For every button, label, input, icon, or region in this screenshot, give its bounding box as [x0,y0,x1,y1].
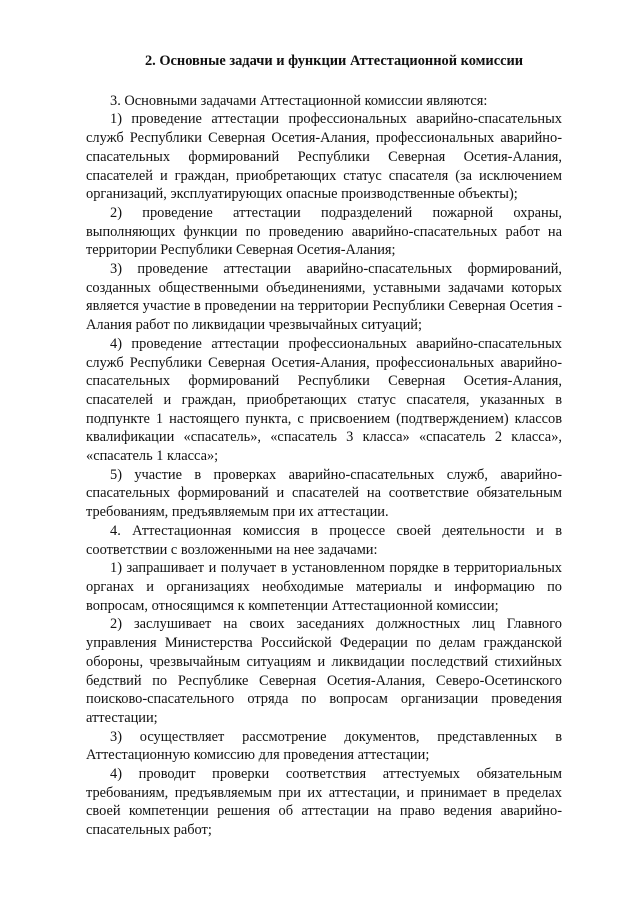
paragraph-3-1: 1) проведение аттестации профессиональных аварийно-спасательных служб Республики Северная Осетия-Алания, профессиональных аварийно-спасательных формирований Республики Северная Осетия-Алания, спасателей и граждан, приобретающих статус спасателя (за исключением организаций, эксплуатирующих опасные производственные объекты); [86,111,562,203]
paragraph-list [86,92,562,840]
paragraph-4-1: 1) запрашивает и получает в установленном порядке в территориальных органах и организациях необходимые материалы и информацию по вопросам, относящимся к компетенции Аттестационной комиссии; [86,560,562,614]
paragraph-3-5: 5) участие в проверках аварийно-спасательных служб, аварийно-спасательных формирований и спасателей на соответствие обязательным требованиям, предъявляемым при их аттестации. [86,466,562,521]
paragraph-3: 3. Основными задачами Аттестационной комиссии являются: [110,92,488,109]
paragraph-4-3: 3) осуществляет рассмотрение документов, представленных в Аттестационную комиссию для проведения аттестации; [86,728,562,764]
paragraph-3-3: 3) проведение аттестации аварийно-спасательных формирований, созданных общественными объединениями, уставными задачами которых является участие в проведении на территории Республики Северная Осетия - Алания работ по ликвидации чрезвычайных ситуаций; [86,261,562,334]
paragraph-3-4: 4) проведение аттестации профессиональных аварийно-спасательных служб Республики Северная Осетия-Алания, профессиональных аварийно-спасательных формирований Республики Северная Осетия-Алания, спасателей и граждан, приобретающих статус спасателя, указанных в подпункте 1 настоящего пункта, с присвоением (подтверждением) классов квалификации «спасатель», «спасатель 3 класса» «спасатель 2 класса», «спасатель 1 класса»; [86,335,562,465]
paragraph-4-4: 4) проводит проверки соответствия аттестуемых обязательным требованиям, предъявляемым при их аттестации, и принимает в пределах своей компетенции решения об аттестации на право ведения аварийно-спасательных работ; [86,766,562,839]
paragraph-4: 4. Аттестационная комиссия в процессе своей деятельности и в соответствии с возложенными на нее задачами: [86,522,562,558]
paragraph-4-2: 2) заслушивает на своих заседаниях должностных лиц Главного управления Министерства Российской Федерации по делам гражданской обороны, чрезвычайным ситуациям и ликвидации последствий стихийных бедствий по Республике Северная Осетия-Алания, Северо-Осетинского поисково-спасательного отряда по вопросам организации проведения аттестации; [86,616,562,726]
paragraph-3-2: 2) проведение аттестации подразделений пожарной охраны, выполняющих функции по проведению аварийно-спасательных работ на территории Республики Северная Осетия-Алания; [86,204,562,259]
document-page [86,52,562,840]
section-title: 2. Основные задачи и функции Аттестационной комиссии [144,53,524,69]
